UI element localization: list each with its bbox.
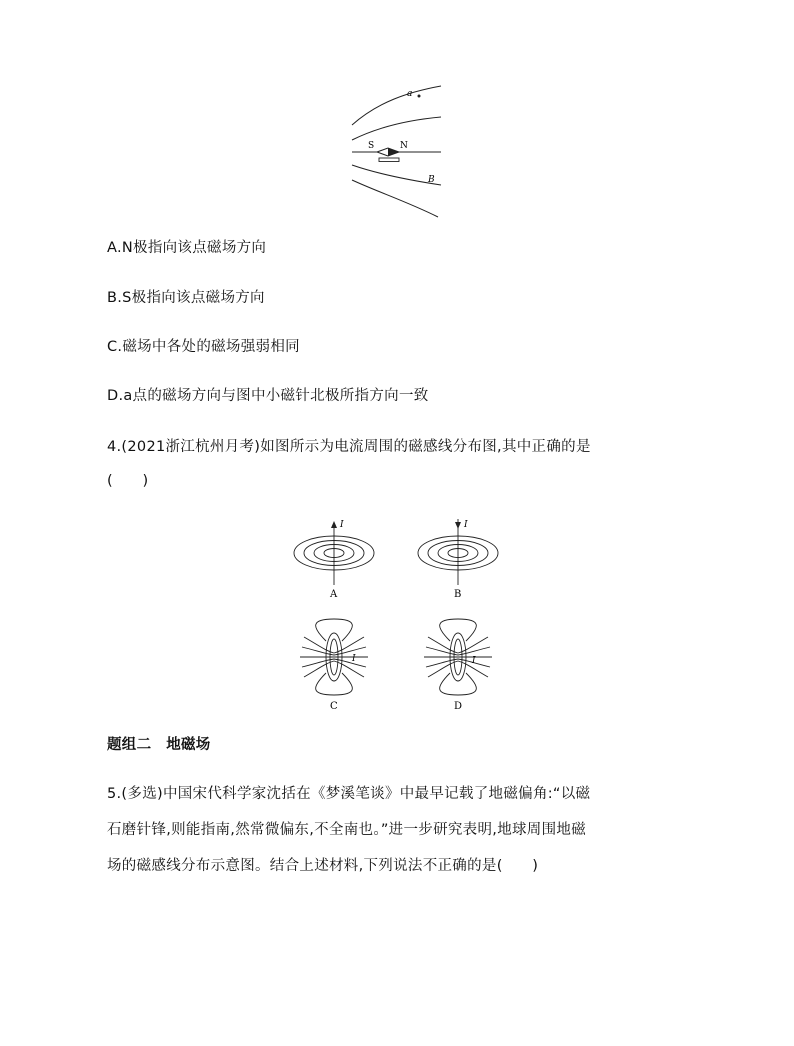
compass-needle-north [388,148,399,156]
question-4-line2: ( ) [107,473,149,489]
caption-c: C [330,701,338,712]
magnetic-field-figure [348,82,443,220]
option-b: B.S极指向该点磁场方向 [107,290,265,306]
caption-b: B [454,589,462,600]
point-a [418,95,421,98]
caption-d: D [454,701,463,712]
current-label-c: I [352,654,356,664]
diagram-d [424,619,492,695]
current-label-b: I [464,520,468,530]
section-heading: 题组二 地磁场 [107,737,211,753]
option-c: C.磁场中各处的磁场强弱相同 [107,339,300,355]
current-field-figure [290,515,510,713]
current-label-d: I [472,656,476,666]
label-b: B [428,175,435,185]
field-line-a [352,86,441,125]
label-a: a [407,89,413,99]
diagram-c [300,619,368,695]
current-arrow-a [331,521,337,528]
diagram-a [294,523,374,585]
label-n: N [400,141,408,151]
option-a: A.N极指向该点磁场方向 [107,240,267,256]
label-s: S [368,141,375,151]
caption-a: A [330,589,338,600]
field-line-upper [352,117,441,140]
compass-base [379,158,399,162]
field-line-b [352,180,438,217]
option-d: D.a点的磁场方向与图中小磁针北极所指方向一致 [107,388,429,404]
question-5-line3: 场的磁感线分布示意图。结合上述材料,下列说法不正确的是( ) [107,858,539,874]
question-4-line1: 4.(2021浙江杭州月考)如图所示为电流周围的磁感线分布图,其中正确的是 [107,439,591,455]
question-5-line1: 5.(多选)中国宋代科学家沈括在《梦溪笔谈》中最早记载了地磁偏角:“以磁 [107,786,591,802]
question-5-line2: 石磨针锋,则能指南,然常微偏东,不全南也。”进一步研究表明,地球周围地磁 [107,822,586,838]
current-label-a: I [340,520,344,530]
current-arrow-b [455,522,461,529]
